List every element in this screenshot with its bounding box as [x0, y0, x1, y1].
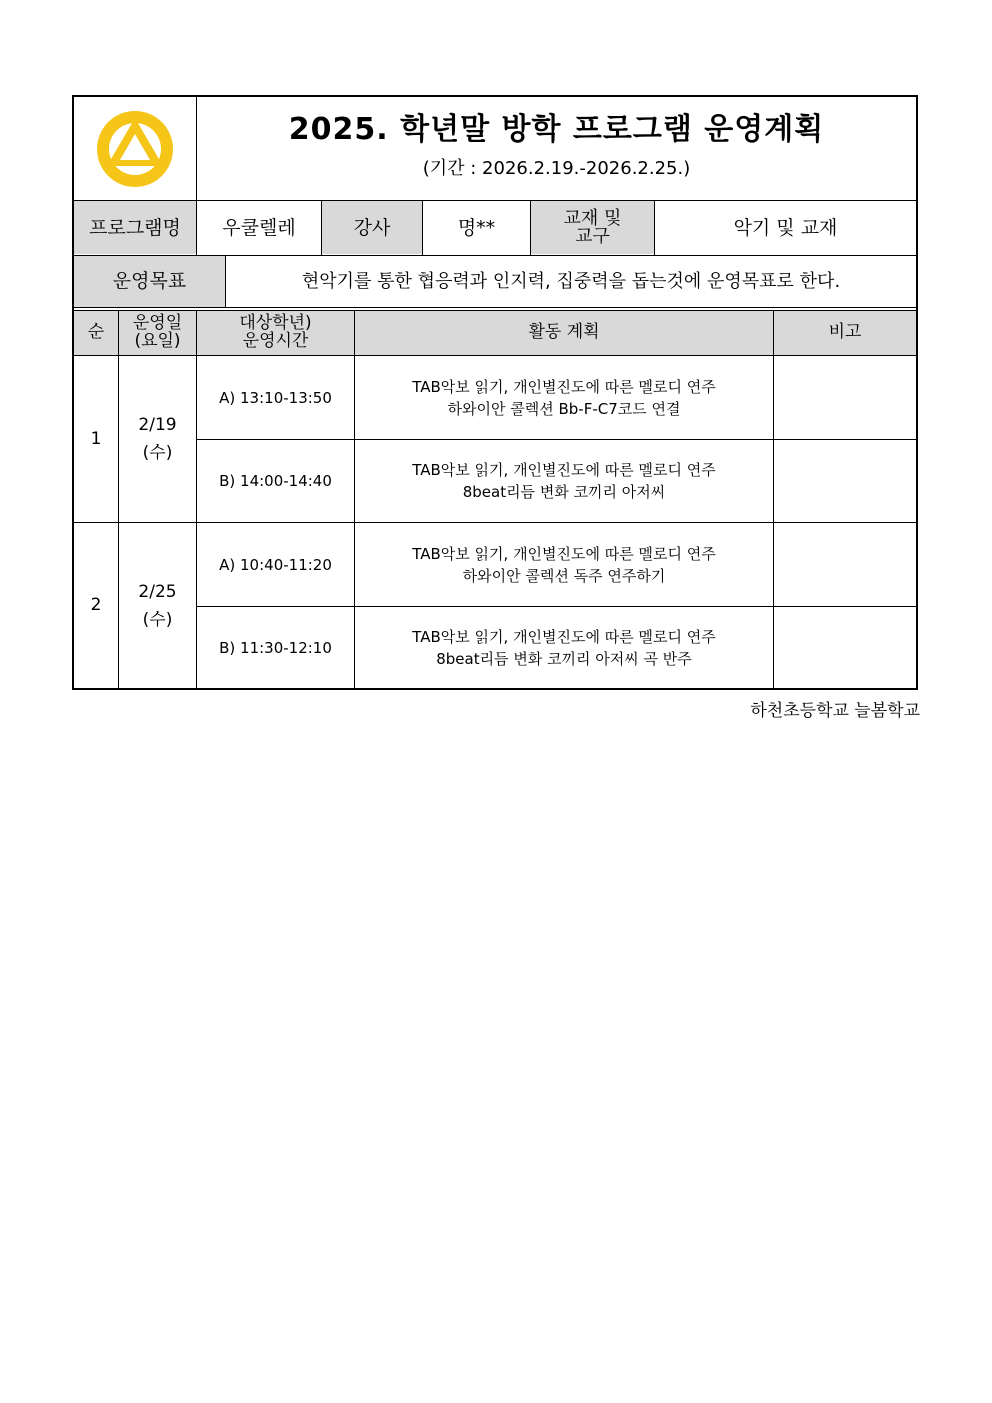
header-time-line1: 대상학년) [239, 313, 312, 334]
day-no: 2 [90, 595, 102, 616]
header-time-line2: 운영시간 [242, 331, 309, 351]
session-plan-line1: TAB악보 읽기, 개인별진도에 따른 멜로디 연주 [412, 544, 716, 563]
day-date [119, 356, 196, 522]
session-time: A) 13:10-13:50 [219, 388, 332, 407]
session-note [774, 523, 916, 606]
day-date-value: 2/19 [138, 415, 177, 435]
session-plan [355, 356, 773, 439]
day-date-value: 2/25 [138, 581, 177, 602]
day-date [119, 523, 196, 688]
header-date [119, 311, 196, 355]
session-plan-line2: 8beat리듬 변화 코끼리 아저씨 곡 반주 [436, 649, 692, 668]
teacher-value: 명** [457, 216, 496, 239]
header-date-line2: (요일) [134, 331, 181, 351]
session-time: B) 14:00-14:40 [219, 472, 332, 490]
header-note: 비고 [828, 322, 862, 343]
teacher-label: 강사 [353, 216, 391, 239]
session-plan-line1: TAB악보 읽기, 개인별진도에 따른 멜로디 연주 [412, 377, 716, 396]
school-logo-icon [92, 106, 178, 192]
day-weekday: (수) [142, 609, 173, 630]
school-logo [74, 97, 196, 200]
session-plan-line1: TAB악보 읽기, 개인별진도에 따른 멜로디 연주 [412, 461, 716, 479]
session-plan [355, 440, 773, 522]
header-no: 순 [87, 322, 105, 343]
session-plan [355, 607, 773, 688]
page-title: 2025. 학년말 방학 프로그램 운영계획 [288, 112, 825, 147]
session-plan-line2: 8beat리듬 변화 코끼리 아저씨 [462, 483, 666, 501]
session-plan-line2: 하와이안 콜렉션 Bb-F-C7코드 연결 [447, 399, 681, 418]
header-time [197, 311, 354, 355]
material-label-line2: 교구 [575, 226, 610, 247]
day-no: 1 [90, 428, 102, 449]
session-note [774, 440, 916, 522]
period-text: (기간 : 2026.2.19.-2026.2.25.) [422, 158, 691, 180]
session-plan-line2: 하와이안 콜렉션 독주 연주하기 [462, 566, 666, 585]
session-note [774, 607, 916, 688]
session-note [774, 356, 916, 439]
material-value: 악기 및 교재 [733, 216, 838, 239]
program-label: 프로그램명 [89, 216, 181, 239]
session-time: B) 11:30-12:10 [219, 638, 332, 657]
material-label-line1: 교재 및 [563, 208, 622, 229]
session-plan-line1: TAB악보 읽기, 개인별진도에 따른 멜로디 연주 [412, 627, 716, 646]
header-date-line1: 운영일 [132, 313, 183, 334]
session-time: A) 10:40-11:20 [219, 555, 332, 574]
goal-label: 운영목표 [112, 270, 187, 293]
session-plan [355, 523, 773, 606]
divider [74, 307, 916, 308]
header-plan: 활동 계획 [528, 322, 600, 343]
day-weekday: (수) [142, 443, 173, 463]
program-value: 우쿨렐레 [222, 216, 296, 239]
material-label [531, 201, 654, 255]
goal-value: 현악기를 통한 협응력과 인지력, 집중력을 돕는것에 운영목표로 한다. [301, 270, 841, 292]
school-footer: 하천초등학교 늘봄학교 [750, 701, 920, 721]
